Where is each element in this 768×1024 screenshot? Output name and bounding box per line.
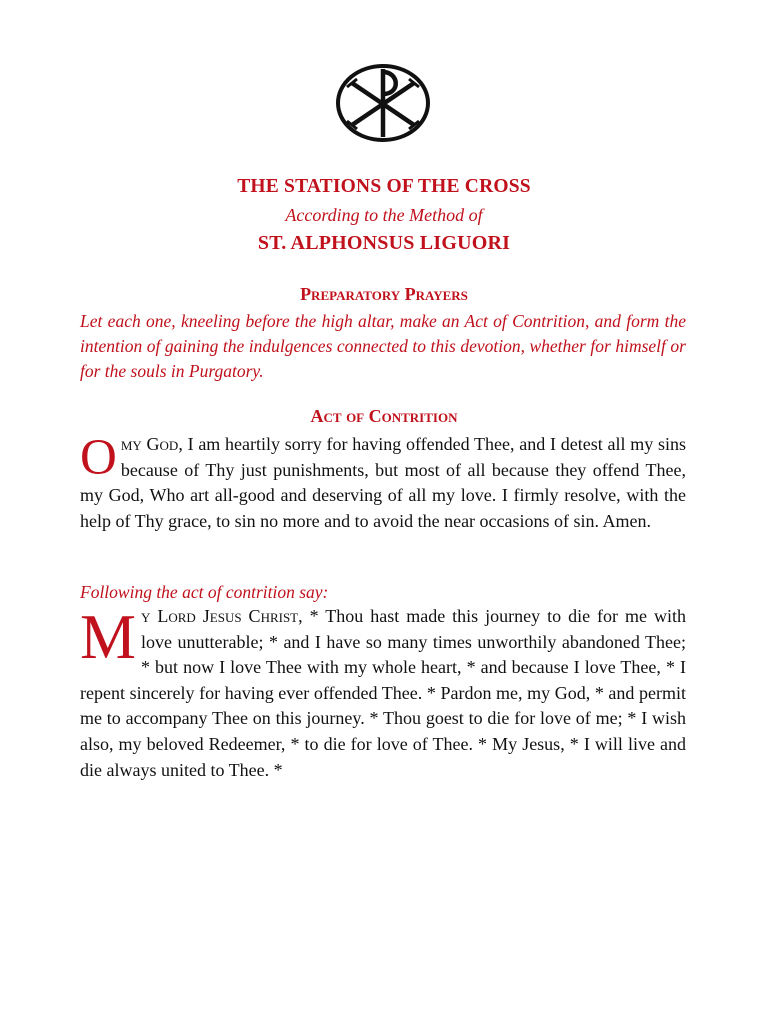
- lord-jesus-prayer-text: [80, 604, 686, 783]
- act-opening-smallcaps: my God: [120, 434, 179, 454]
- act-body-text: , I am heartily sorry for having offended Thee, and I detest all my sins because of Thy just punishments, but most of all because they offend Thee, my God, Who art all-good and deserving of all my love. I firmly resolve, with the help of Thy grace, to sin no more and to avoid the near occasions of sin. Amen.: [80, 434, 686, 531]
- preparatory-prayers-heading: Preparatory Prayers: [300, 284, 468, 304]
- act-of-contrition-heading: Act of Contrition: [310, 406, 458, 426]
- act-of-contrition-text: [80, 432, 686, 534]
- preparatory-rubric: Let each one, kneeling before the high altar, make an Act of Contrition, and form the intention of gaining the indulgences connected to this devotion, whether for himself or for the souls in Purgatory.: [80, 311, 686, 381]
- lord-opening-smallcaps: y Lord Jesus Christ: [141, 606, 299, 626]
- drop-cap-m: M: [80, 602, 137, 672]
- following-rubric: Following the act of contrition say:: [80, 582, 329, 602]
- document-subtitle: According to the Method of: [285, 205, 483, 225]
- document-title: THE STATIONS OF THE CROSS: [237, 176, 531, 197]
- chi-rho-icon: [335, 63, 431, 143]
- author-name: ST. ALPHONSUS LIGUORI: [257, 232, 511, 254]
- drop-cap-o: O: [80, 430, 117, 486]
- lord-body-text: , * Thou hast made this journey to die for me with love unutterable; * and I have so many times unworthily abandoned Thee; * but now I love Thee with my whole heart, * and because I love Thee, * I repent sincerely for having ever offended Thee. * Pardon me, my God, * and permit me to accompany Thee on this journey. * Thou goest to die for love of me; * I wish also, my beloved Redeemer, * to die for love of Thee. * My Jesus, * I will live and die always united to Thee. *: [80, 606, 686, 780]
